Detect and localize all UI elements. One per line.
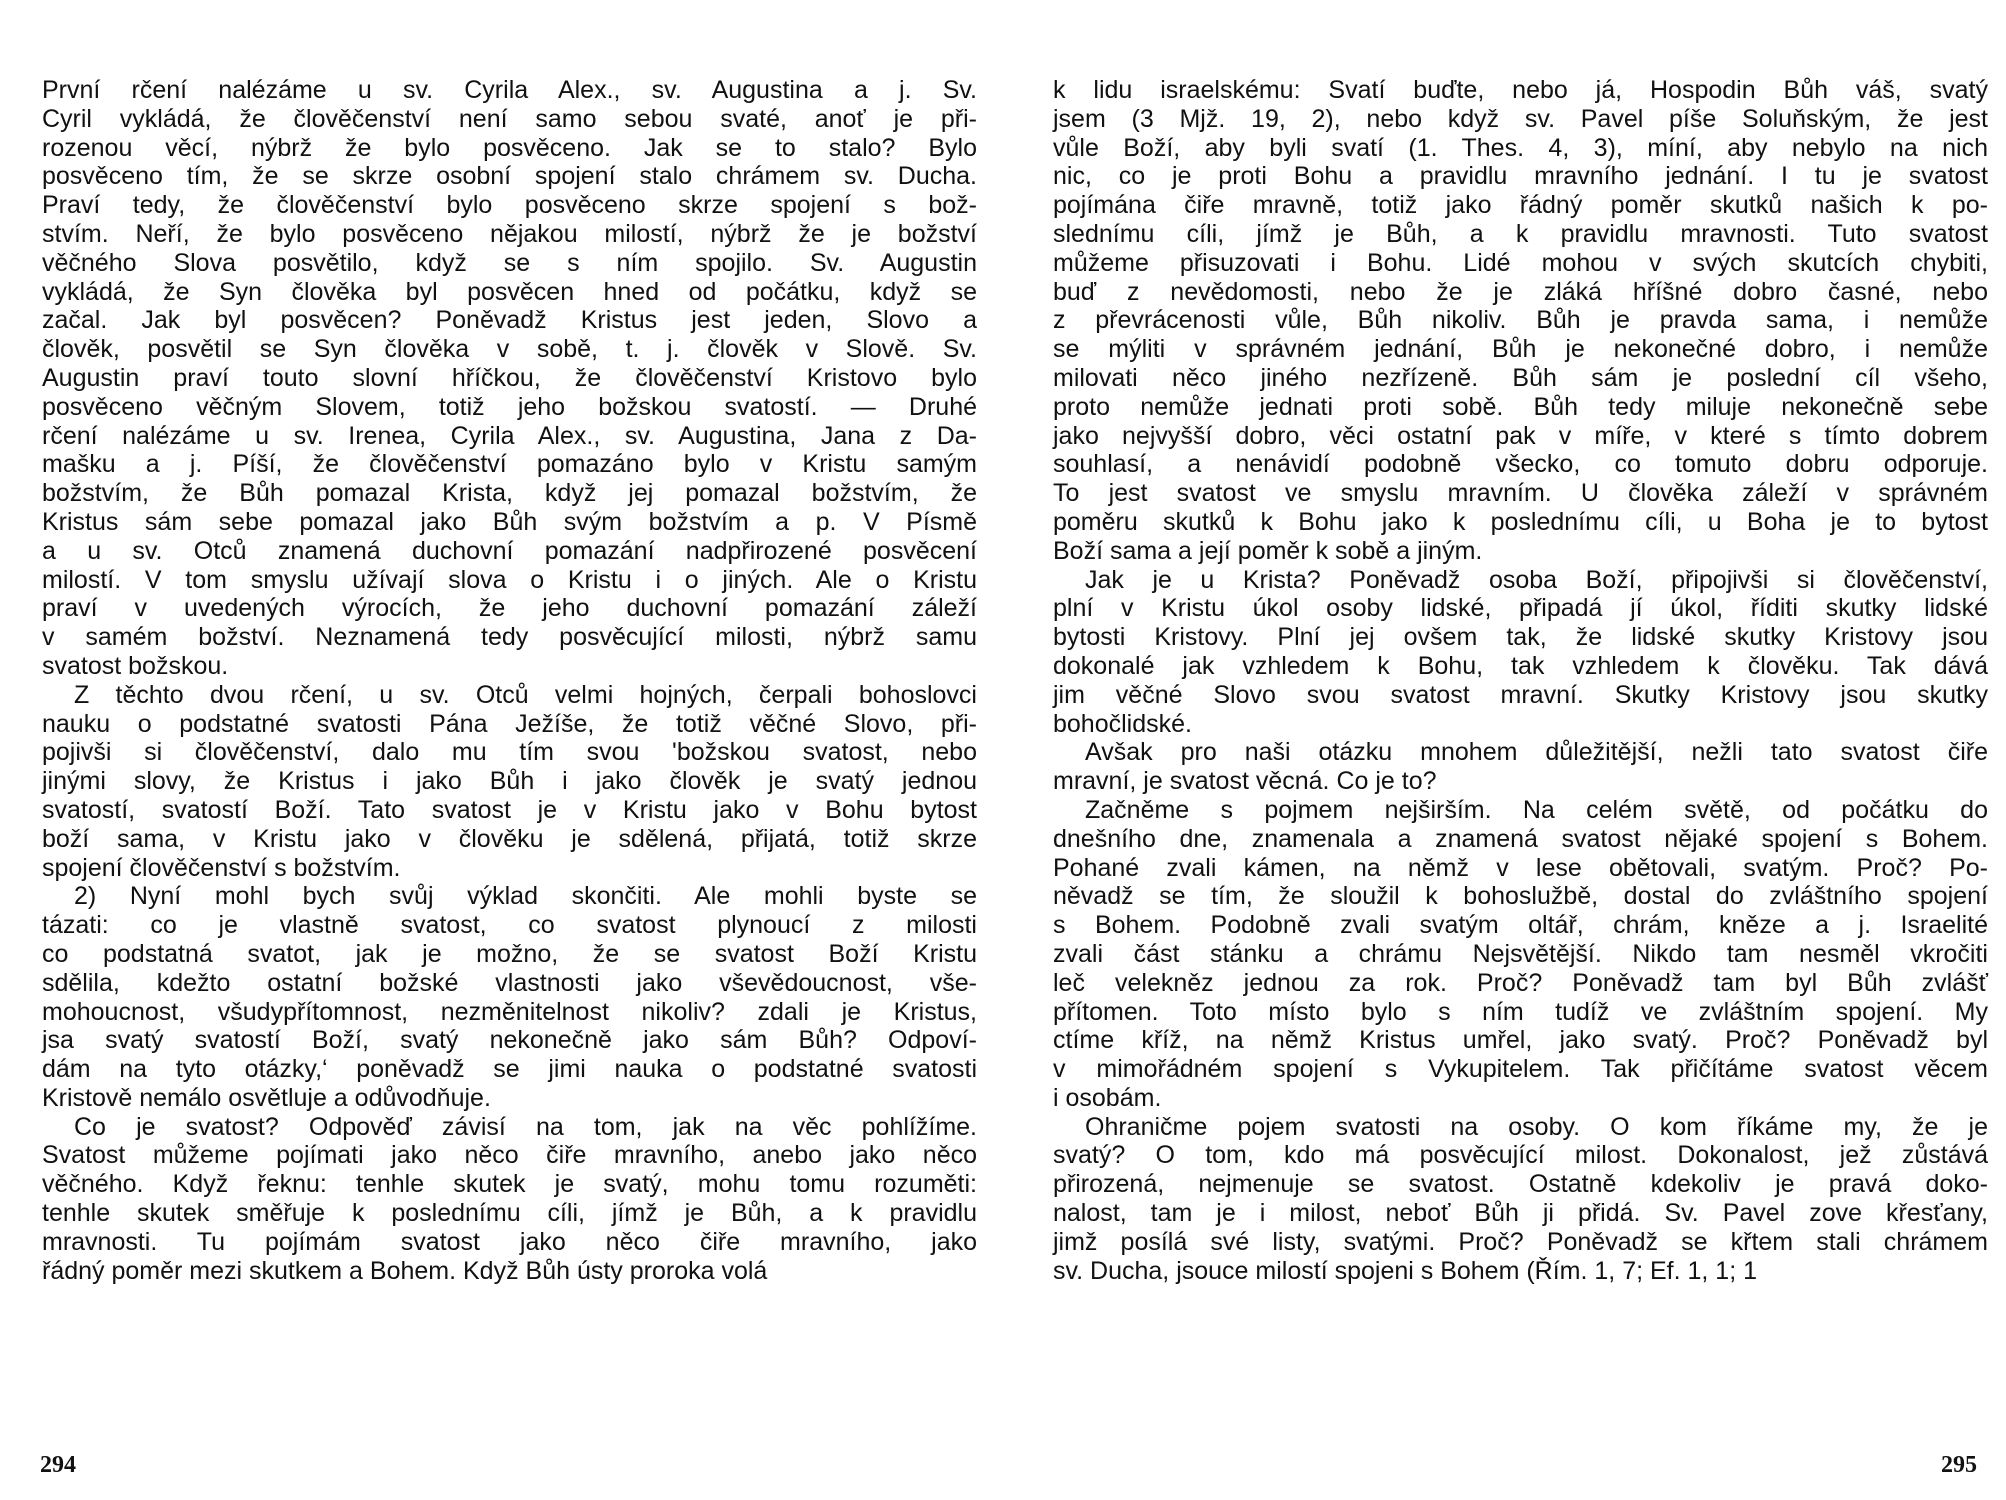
text-line: milovati něco jiného nezřízeně. Bůh sám je poslední cíl všeho,: [1053, 363, 1988, 392]
text-line: Avšak pro naši otázku mnohem důležitější, nežli tato svatost čiře: [1085, 738, 1988, 767]
text-line: Kristově nemálo osvětluje a odůvodňuje.: [42, 1083, 491, 1112]
text-line: božstvím, že Bůh pomazal Krista, když jej pomazal božstvím, že: [42, 479, 977, 508]
text-line: můžeme přisuzovati i Bohu. Lidé mohou v svých skutcích chybiti,: [1053, 248, 1988, 277]
text-line: člověk, posvětil se Syn člověka v sobě, t. j. člověk v Slově. Sv.: [42, 335, 977, 364]
text-line: jsem (3 Mjž. 19, 2), nebo když sv. Pavel píše Soluňským, že jest: [1053, 104, 1988, 133]
text-line: pojímána čiře mravně, totiž jako řádný poměr skutků našich k po-: [1053, 191, 1988, 220]
text-line: nauku o podstatné svatosti Pána Ježíše, že totiž věčné Slovo, při-: [42, 709, 977, 738]
text-line: i osobám.: [1053, 1083, 1162, 1112]
text-line: nic, co je proti Bohu a pravidlu mravního jednání. I tu je svatost: [1053, 162, 1988, 191]
text-line: dnešního dne, znamenala a znamená svatost nějaké spojení s Bohem.: [1053, 824, 1988, 853]
text-line: leč velekněz jednou za rok. Proč? Poněvadž tam byl Bůh zvlášť: [1053, 968, 1988, 997]
text-line: Co je svatost? Odpověď závisí na tom, jak na věc pohlížíme.: [74, 1112, 977, 1141]
text-line: spojení člověčenství s božstvím.: [42, 853, 401, 882]
text-line: Z těchto dvou rčení, u sv. Otců velmi hojných, čerpali bohoslovci: [74, 680, 977, 709]
text-line: milostí. V tom smyslu užívají slova o Kristu i o jiných. Ale o Kristu: [42, 565, 977, 594]
text-line: v samém božství. Neznamená tedy posvěcující milosti, nýbrž samu: [42, 623, 977, 652]
text-line: tázati: co je vlastně svatost, co svatost plynoucí z milosti: [42, 911, 977, 940]
text-line: věčného Slova posvětilo, když se s ním spojilo. Sv. Augustin: [42, 248, 977, 277]
text-line: jinými slovy, že Kristus i jako Bůh i jako člověk je svatý jednou: [42, 767, 977, 796]
text-line: s Bohem. Podobně zvali svatým oltář, chrám, kněze a j. Israelité: [1053, 911, 1988, 940]
text-line: bohočlidské.: [1053, 709, 1192, 738]
text-line: ctíme kříž, na němž Kristus umřel, jako svatý. Proč? Poněvadž byl: [1053, 1026, 1988, 1055]
text-line: mravní, je svatost věcná. Co je to?: [1053, 767, 1437, 796]
text-line: plní v Kristu úkol osoby lidské, připadá jí úkol, říditi skutky lidské: [1053, 594, 1988, 623]
text-line: slednímu cíli, jímž je Bůh, a k pravidlu mravnosti. Tuto svatost: [1053, 219, 1988, 248]
text-line: svatý? O tom, kdo má posvěcující milost. Dokonalost, jež zůstává: [1053, 1141, 1988, 1170]
text-line: jim věčné Slovo svou svatost mravní. Skutky Kristovy jsou skutky: [1053, 680, 1988, 709]
text-line: souhlasí, a nenávidí podobně všecko, co tomuto dobru odporuje.: [1053, 450, 1988, 479]
text-line: vůle Boží, aby byli svatí (1. Thes. 4, 3), míní, aby nebylo na nich: [1053, 133, 1988, 162]
text-line: dokonalé jak vzhledem k Bohu, tak vzhledem k člověku. Tak dává: [1053, 651, 1988, 680]
text-line: dám na tyto otázky,‘ poněvadž se jimi nauka o podstatné svatosti: [42, 1055, 977, 1084]
text-line: svatost božskou.: [42, 651, 229, 680]
text-line: To jest svatost ve smyslu mravním. U člověka záleží v správném: [1053, 479, 1988, 508]
text-line: začal. Jak byl posvěcen? Poněvadž Kristus jest jeden, Slovo a: [42, 306, 977, 335]
text-line: a u sv. Otců znamená duchovní pomazání nadpřirozené posvěcení: [42, 536, 977, 565]
text-line: poměru skutků k Bohu jako k poslednímu cíli, u Boha je to bytost: [1053, 507, 1988, 536]
text-line: Svatost můžeme pojímati jako něco čiře mravního, anebo jako něco: [42, 1141, 977, 1170]
text-line: jimž posílá své listy, svatými. Proč? Poněvadž se křtem stali chrámem: [1053, 1227, 1988, 1256]
text-line: rozenou věcí, nýbrž že bylo posvěceno. Jak se to stalo? Bylo: [42, 133, 977, 162]
text-line: přirozená, nejmenuje se svatost. Ostatně kdekoliv je pravá doko-: [1053, 1170, 1988, 1199]
text-line: nalost, tam je i milost, neboť Bůh ji přidá. Sv. Pavel zove křesťany,: [1053, 1199, 1988, 1228]
text-line: zvali část stánku a chrámu Nejsvětější. Nikdo tam nesměl vkročiti: [1053, 939, 1988, 968]
right-page-text: [1053, 76, 1988, 1285]
text-line: posvěceno věčným Slovem, totiž jeho božskou svatostí. — Druhé: [42, 392, 977, 421]
text-line: svatostí, svatostí Boží. Tato svatost je v Kristu jako v Bohu bytost: [42, 795, 977, 824]
right-page: [1003, 0, 2006, 1500]
left-page-text: [42, 76, 977, 1285]
text-line: posvěceno tím, že se skrze osobní spojení stalo chrámem sv. Ducha.: [42, 162, 977, 191]
text-line: jako nejvyšší dobro, věci ostatní pak v míře, v které s tímto dobrem: [1053, 421, 1988, 450]
text-line: v mimořádném spojení s Vykupitelem. Tak přičítáme svatost věcem: [1053, 1055, 1988, 1084]
text-line: buď z nevědomosti, nebo že je zláká hříšné dobro časné, nebo: [1053, 277, 1988, 306]
text-line: mravnosti. Tu pojímám svatost jako něco čiře mravního, jako: [42, 1227, 977, 1256]
text-line: něvadž se tím, že sloužil k bohoslužbě, dostal do zvláštního spojení: [1053, 882, 1988, 911]
text-line: sdělila, kdežto ostatní božské vlastnosti jako vševědoucnost, vše-: [42, 968, 977, 997]
text-line: praví v uvedených výrocích, že jeho duchovní pomazání záleží: [42, 594, 977, 623]
text-line: vykládá, že Syn člověka byl posvěcen hned od počátku, když se: [42, 277, 977, 306]
text-line: se mýliti v správném jednání, Bůh je nekonečné dobro, i nemůže: [1053, 335, 1988, 364]
text-line: řádný poměr mezi skutkem a Bohem. Když Bůh ústy proroka volá: [42, 1256, 768, 1285]
text-line: sv. Ducha, jsouce milostí spojeni s Bohem (Řím. 1, 7; Ef. 1, 1; 1: [1053, 1256, 1757, 1285]
text-line: co podstatná svatot, jak je možno, že se svatost Boží Kristu: [42, 939, 977, 968]
text-line: mohoucnost, všudypřítomnost, nezměnitelnost nikoliv? zdali je Kristus,: [42, 997, 977, 1026]
text-line: k lidu israelskému: Svatí buďte, nebo já, Hospodin Bůh váš, svatý: [1053, 76, 1988, 104]
text-line: jsa svatý svatostí Boží, svatý nekonečně jako sám Bůh? Odpoví-: [42, 1026, 977, 1055]
text-line: bytosti Kristovy. Plní jej ovšem tak, že lidské skutky Kristovy jsou: [1053, 623, 1988, 652]
text-line: První rčení nalézáme u sv. Cyrila Alex., sv. Augustina a j. Sv.: [42, 76, 977, 104]
text-line: z převrácenosti vůle, Bůh nikoliv. Bůh je pravda sama, i nemůže: [1053, 306, 1988, 335]
text-line: Praví tedy, že člověčenství bylo posvěceno skrze spojení s bož-: [42, 191, 977, 220]
text-line: 2) Nyní mohl bych svůj výklad skončiti. Ale mohli byste se: [74, 882, 977, 911]
text-line: Boží sama a její poměr k sobě a jiným.: [1053, 536, 1483, 565]
text-line: tenhle skutek směřuje k poslednímu cíli, jímž je Bůh, a k pravidlu: [42, 1199, 977, 1228]
text-line: věčného. Když řeknu: tenhle skutek je svatý, mohu tomu rozuměti:: [42, 1170, 977, 1199]
text-line: rčení nalézáme u sv. Irenea, Cyrila Alex., sv. Augustina, Jana z Da-: [42, 421, 977, 450]
text-line: stvím. Neří, že bylo posvěceno nějakou milostí, nýbrž že je božství: [42, 219, 977, 248]
text-line: Kristus sám sebe pomazal jako Bůh svým božstvím a p. V Písmě: [42, 507, 977, 536]
text-line: Pohané zvali kámen, na němž v lese obětovali, svatým. Proč? Po-: [1053, 853, 1988, 882]
page-number-left: 294: [40, 1452, 76, 1478]
text-line: pojivši si člověčenství, dalo mu tím svou 'božskou svatost, nebo: [42, 738, 977, 767]
text-line: přítomen. Toto místo bylo s ním tudíž ve zvláštním spojení. My: [1053, 997, 1988, 1026]
text-line: Augustin praví touto slovní hříčkou, že člověčenství Kristovo bylo: [42, 363, 977, 392]
text-line: Jak je u Krista? Poněvadž osoba Boží, připojivši si člověčenství,: [1085, 565, 1988, 594]
text-line: boží sama, v Kristu jako v člověku je sdělená, přijatá, totiž skrze: [42, 824, 977, 853]
text-line: proto nemůže jednati proti sobě. Bůh tedy miluje nekonečně sebe: [1053, 392, 1988, 421]
text-line: Cyril vykládá, že člověčenství není samo sebou svaté, anoť je při-: [42, 104, 977, 133]
text-line: Ohraničme pojem svatosti na osoby. O kom říkáme my, že je: [1085, 1112, 1988, 1141]
page-number-right: 295: [1941, 1452, 1977, 1478]
text-line: mašku a j. Píší, že člověčenství pomazáno bylo v Kristu samým: [42, 450, 977, 479]
text-line: Začněme s pojmem nejširším. Na celém světě, od počátku do: [1085, 795, 1988, 824]
